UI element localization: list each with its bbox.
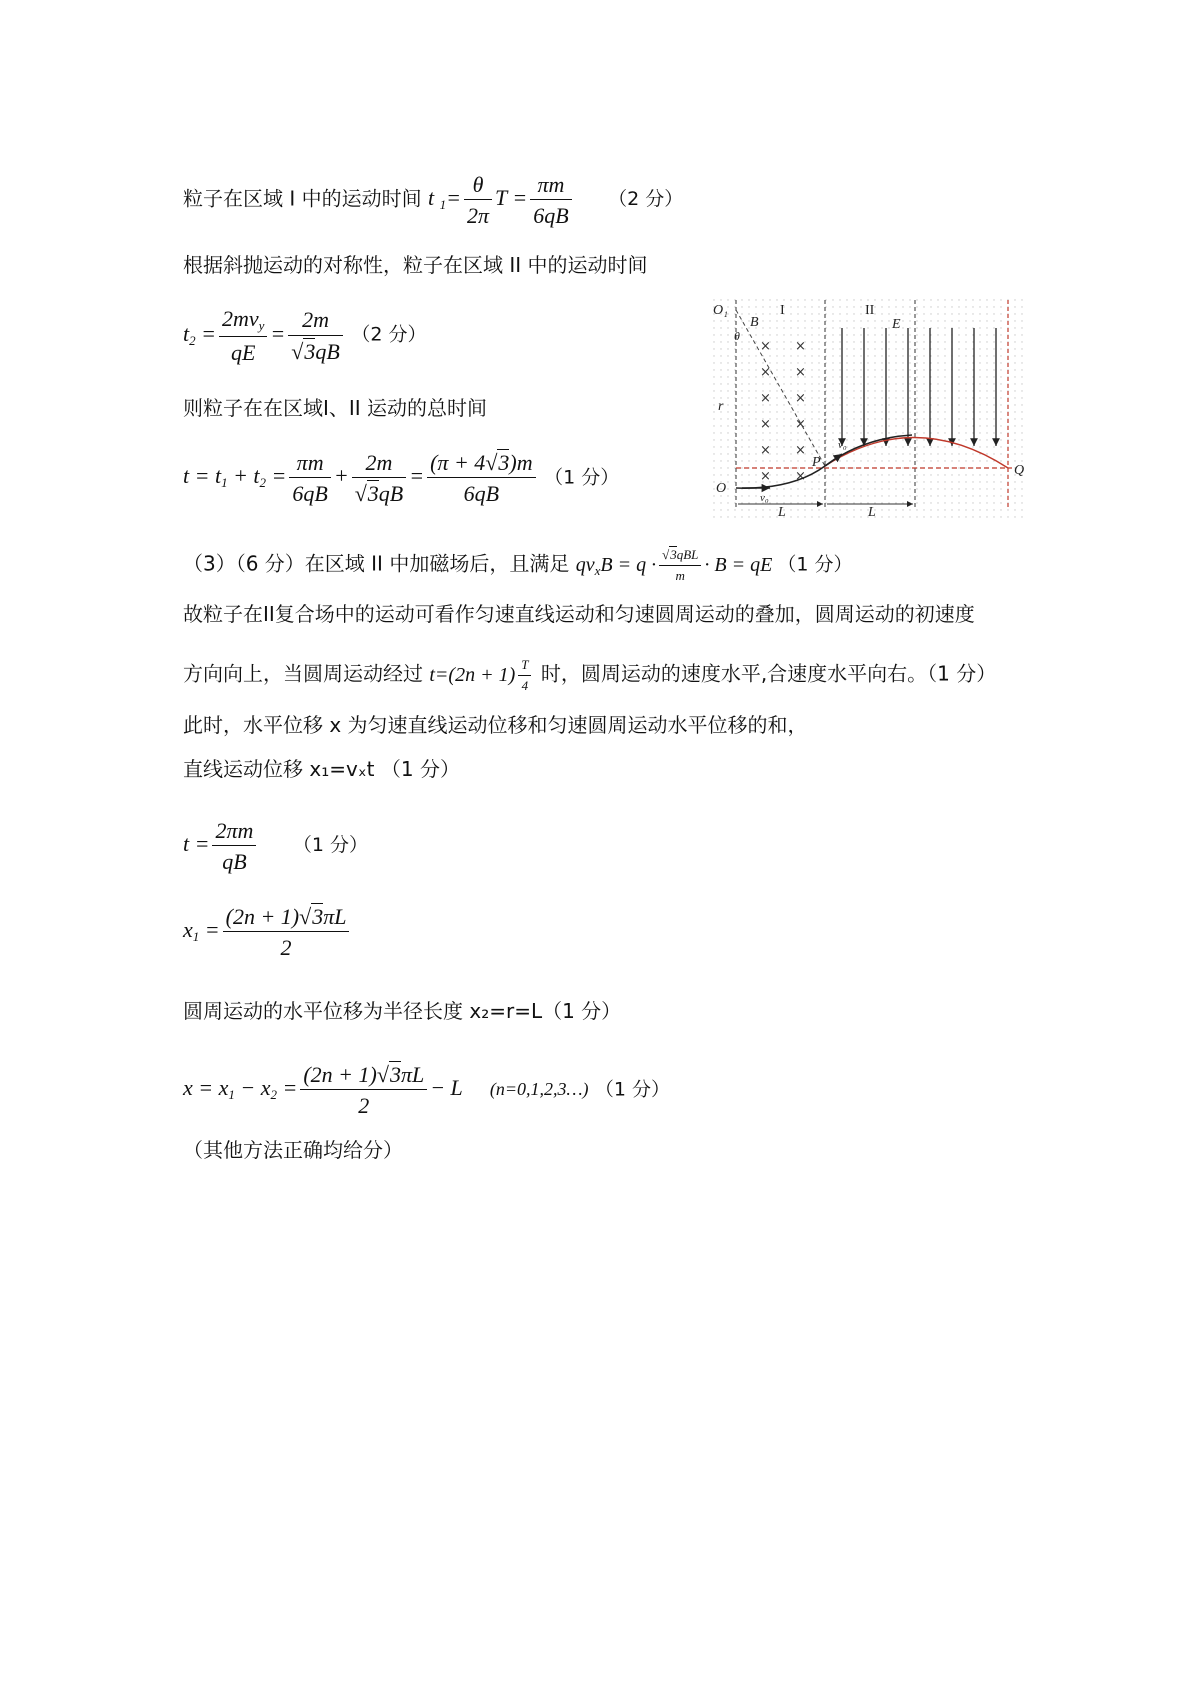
text-total-time: 则粒子在在区域I、II 运动的总时间 xyxy=(183,396,488,420)
score-3: （1 分） xyxy=(544,466,620,489)
svg-text:×: × xyxy=(760,339,771,354)
text-linear-displacement: 直线运动位移 x₁=vₓt （1 分） xyxy=(183,757,460,781)
svg-text:×: × xyxy=(795,391,806,406)
text-part3: （3）（6 分）在区域 II 中加磁场后，且满足 xyxy=(183,551,570,576)
label-l-2: L xyxy=(868,505,876,518)
line-direction xyxy=(183,658,996,694)
formula-t-quarter: t=(2n + 1) $\frac{T}{4}$ xyxy=(429,664,534,686)
formula-t2: $t_2$ = $\frac{2mv_y}{qE}$ = $\frac{2m}{√3qB}$ xyxy=(183,321,351,346)
line-displacement xyxy=(183,715,808,735)
text-time-region-1: 粒子在区域 I 中的运动时间 xyxy=(183,186,422,211)
label-q: Q xyxy=(1014,463,1025,478)
formula-t-total: $t = t_1 + t_2$ = $\frac{\pi m}{6qB}$ + $\frac{2m}{√3qB}$ = $\frac{(\pi + 4√3)m}{6qB}$ xyxy=(183,463,544,488)
line-x1 xyxy=(183,904,352,961)
line-x-final xyxy=(183,1062,670,1119)
label-v0-o: v₀ xyxy=(760,492,769,504)
svg-text:×: × xyxy=(795,365,806,380)
label-l-1: L xyxy=(778,505,786,518)
line-symmetry xyxy=(183,255,648,275)
label-o1: O₁ xyxy=(713,303,728,318)
svg-text:×: × xyxy=(795,443,806,458)
formula-x-final: $x = x_1 - x_2$ = $\frac{(2n + 1)√3\pi L}{2}$ − L xyxy=(183,1062,468,1119)
line-superposition xyxy=(183,604,975,624)
text-symmetry: 根据斜抛运动的对称性，粒子在区域 II 中的运动时间 xyxy=(183,253,648,277)
score-2: （2 分） xyxy=(351,323,427,346)
formula-x1: $x_1$ = $\frac{(2n + 1)√3\pi L}{2}$ xyxy=(183,917,352,942)
text-direction-a: 方向向上，当圆周运动经过 xyxy=(183,661,430,686)
formula-period: t = $\frac{2\pi m}{qB}$ xyxy=(183,831,265,856)
svg-text:×: × xyxy=(760,365,771,380)
label-region-1: I xyxy=(780,303,785,318)
score-5: （1 分） xyxy=(292,834,369,857)
line-time-region-1 xyxy=(183,172,683,229)
score-6: （1 分） xyxy=(594,1078,671,1101)
line-radius-displacement xyxy=(183,1001,621,1021)
svg-text:×: × xyxy=(760,443,771,458)
label-o: O xyxy=(716,481,727,496)
line-t-total xyxy=(183,450,619,507)
physics-diagram xyxy=(712,298,1028,518)
line-linear-displacement xyxy=(183,759,460,779)
label-region-2: II xyxy=(865,303,875,318)
score-4: （1 分） xyxy=(777,553,853,576)
svg-text:×: × xyxy=(795,339,806,354)
line-part3-condition xyxy=(183,548,852,584)
label-r: r xyxy=(718,399,724,414)
score-1: （2 分） xyxy=(608,188,684,211)
label-v0-p: v₀ xyxy=(838,439,847,451)
svg-text:×: × xyxy=(760,391,771,406)
svg-text:×: × xyxy=(795,469,806,484)
line-other-methods xyxy=(183,1140,403,1160)
svg-text:×: × xyxy=(760,417,771,432)
line-period xyxy=(183,818,368,875)
svg-text:×: × xyxy=(795,417,806,432)
label-e: E xyxy=(892,317,901,332)
text-superposition: 故粒子在II复合场中的运动可看作匀速直线运动和匀速圆周运动的叠加，圆周运动的初速度 xyxy=(183,602,975,626)
text-direction-b: 时，圆周运动的速度水平,合速度水平向右。（1 分） xyxy=(540,661,997,686)
label-b: B xyxy=(750,315,759,330)
label-p: P xyxy=(812,455,821,470)
text-radius-displacement: 圆周运动的水平位移为半径长度 x₂=r=L（1 分） xyxy=(183,999,622,1023)
text-n-condition: (n=0,1,2,3…) xyxy=(489,1079,589,1100)
text-other-methods: （其他方法正确均给分） xyxy=(183,1138,403,1162)
svg-text:×: × xyxy=(760,469,771,484)
dotted-background xyxy=(712,298,1028,518)
line-t2 xyxy=(183,306,426,365)
line-total-time xyxy=(183,398,487,418)
formula-t1: t $_1$= $\frac{\theta}{2\pi}$ T = $\frac{\pi m}{6qB}$ xyxy=(428,185,580,210)
formula-condition: $qv_xB = q$ · $\frac{\text{√3qBL}}{m}$ · B = qE xyxy=(575,547,778,583)
text-displacement: 此时，水平位移 x 为匀速直线运动位移和匀速圆周运动水平位移的和， xyxy=(183,713,808,737)
label-theta: θ xyxy=(734,329,740,343)
